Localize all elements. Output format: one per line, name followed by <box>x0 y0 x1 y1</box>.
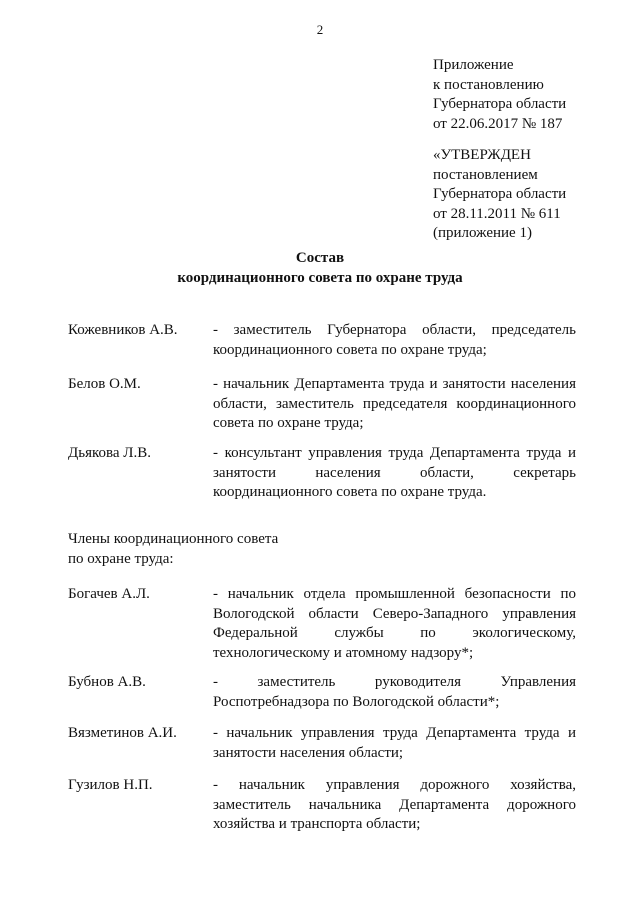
appendix-block <box>433 56 623 134</box>
member-role <box>213 776 576 835</box>
member-role <box>213 673 576 712</box>
document-title <box>0 248 640 288</box>
member-role <box>213 444 576 503</box>
appendix-line: от 22.06.2017 № 187 <box>433 115 563 132</box>
role-line: занятости населения области, секретарь <box>213 464 576 481</box>
member-name: Бубнов А.В. <box>68 674 146 690</box>
title-line: Состав <box>295 250 345 266</box>
member-role <box>213 321 576 360</box>
member-name: Гузилов Н.П. <box>68 777 153 793</box>
page-number: 2 <box>316 22 324 37</box>
member-name: Кожевников А.В. <box>68 322 178 338</box>
appendix-line: Приложение <box>433 57 514 73</box>
role-line: - начальник отдела промышленной безопасности по <box>213 586 576 602</box>
role-line: области, заместитель председателя координационного <box>213 395 576 412</box>
member-name: Богачев А.Л. <box>68 586 150 602</box>
title-line: координационного совета по охране труда <box>177 270 463 286</box>
appendix-line: Губернатора области <box>433 96 567 112</box>
role-line: - консультант управления труда Департамента труда и <box>213 445 576 461</box>
member-role <box>213 585 576 663</box>
approved-line: от 28.11.2011 № 611 <box>433 205 561 222</box>
role-line: - заместитель Губернатора области, председатель <box>213 322 576 338</box>
role-line: заместитель начальника Департамента дорожного <box>213 796 576 813</box>
approved-line: постановлением <box>433 166 538 183</box>
role-line: хозяйства и транспорта области; <box>213 816 421 832</box>
role-line: занятости населения области; <box>213 744 404 761</box>
member-name: Вязметинов А.И. <box>68 725 177 741</box>
role-line: координационного совета по охране труда. <box>213 484 487 500</box>
role-line: Роспотребнадзора по Вологодской области*; <box>213 693 500 710</box>
approved-block <box>433 146 623 244</box>
role-line: - начальник управления дорожного хозяйства, <box>213 777 576 793</box>
role-line: совета по охране труда; <box>213 415 364 431</box>
members-heading <box>68 530 278 569</box>
members-heading-line: Члены координационного совета <box>68 531 279 547</box>
role-line: - начальник Департамента труда и занятости населения <box>213 376 576 392</box>
appendix-line: к постановлению <box>433 76 544 93</box>
members-heading-line: по охране труда: <box>68 550 174 567</box>
member-name: Дьякова Л.В. <box>68 445 151 461</box>
member-role <box>213 375 576 434</box>
role-line: - заместитель руководителя Управления <box>213 674 576 690</box>
member-name: Белов О.М. <box>68 376 141 392</box>
approved-line: (приложение 1) <box>433 225 532 241</box>
role-line: Федеральной службы по экологическому, <box>213 625 576 641</box>
member-role <box>213 724 576 763</box>
approved-line: «УТВЕРЖДЕН <box>433 147 531 163</box>
role-line: технологическому и атомному надзору*; <box>213 644 474 661</box>
role-line: - начальник управления труда Департамента труда и <box>213 725 576 741</box>
role-line: координационного совета по охране труда; <box>213 341 487 358</box>
approved-line: Губернатора области <box>433 186 567 202</box>
role-line: Вологодской области Северо-Западного управления <box>213 605 576 622</box>
